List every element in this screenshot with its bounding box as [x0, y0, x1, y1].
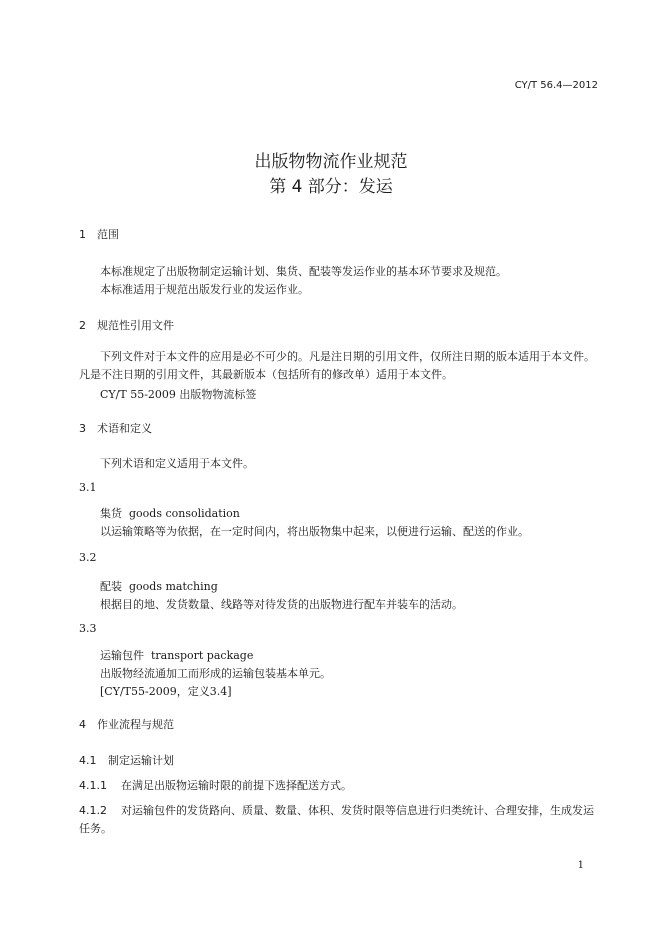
- page-number: 1: [577, 860, 584, 871]
- term-definition: 以运输策略等为依据，在一定时间内，将出版物集中起来，以便进行运输、配送的作业。: [100, 525, 529, 538]
- clause-text: 对运输包件的发货路向、质量、数量、体积、发货时限等信息进行归类统计、合理安排，生成发运任务。: [79, 804, 594, 835]
- term-en: goods consolidation: [129, 507, 240, 520]
- term-definition: 根据目的地、发货数量、线路等对待发货的出版物进行配车并装车的活动。: [100, 598, 463, 611]
- term-cn: 集货: [100, 507, 122, 520]
- subsection-4-1-heading: [79, 752, 174, 768]
- scope-paragraph-2: 本标准适用于规范出版发行业的发运作业。: [100, 283, 309, 296]
- term-en: goods matching: [129, 580, 218, 593]
- clause-text: 在满足出版物运输时限的前提下选择配送方式。: [121, 779, 352, 792]
- normative-reference: CY/T 55-2009 出版物物流标签: [100, 388, 257, 401]
- section-4-heading: [79, 716, 174, 732]
- section-number: 2: [79, 319, 86, 332]
- standard-code: CY/T 56.4—2012: [514, 80, 598, 91]
- term-en: transport package: [151, 649, 254, 662]
- term-2: [100, 578, 218, 594]
- clause-4-1-2: [79, 802, 601, 838]
- section-number: 4: [79, 718, 86, 731]
- term-3: [100, 647, 253, 663]
- section-3-heading: [79, 420, 152, 436]
- section-title: 术语和定义: [97, 422, 152, 435]
- term-number: 3.1: [79, 481, 97, 494]
- section-number: 3: [79, 422, 86, 435]
- terms-intro: 下列术语和定义适用于本文件。: [100, 457, 254, 470]
- section-1-heading: [79, 226, 119, 242]
- term-cn: 配装: [100, 580, 122, 593]
- section-title: 范围: [97, 228, 119, 241]
- clause-number: 4.1.1: [79, 779, 107, 792]
- term-cn: 运输包件: [100, 649, 144, 662]
- scope-paragraph-1: 本标准规定了出版物制定运输计划、集货、配装等发运作业的基本环节要求及规范。: [100, 265, 507, 278]
- section-2-heading: [79, 317, 174, 333]
- term-number: 3.2: [79, 551, 97, 564]
- subsection-title: 制定运输计划: [108, 754, 174, 767]
- document-subtitle: 第 4 部分：发运: [269, 177, 393, 197]
- term-number: 3.3: [79, 622, 97, 635]
- section-title: 规范性引用文件: [97, 319, 174, 332]
- clause-number: 4.1.2: [79, 804, 107, 817]
- term-source: [CY/T55-2009，定义3.4]: [100, 685, 232, 698]
- term-1: [100, 505, 240, 521]
- clause-4-1-1: [79, 777, 352, 793]
- document-title: 出版物物流作业规范: [254, 152, 408, 172]
- subsection-number: 4.1: [79, 754, 97, 767]
- normative-paragraph: 下列文件对于本文件的应用是必不可少的。凡是注日期的引用文件，仅所注日期的版本适用于本文件。凡是不注日期的引用文件，其最新版本（包括所有的修改单）适用于本文件。: [79, 350, 595, 381]
- section-title: 作业流程与规范: [97, 718, 174, 731]
- term-definition: 出版物经流通加工而形成的运输包装基本单元。: [100, 667, 331, 680]
- section-number: 1: [79, 228, 86, 241]
